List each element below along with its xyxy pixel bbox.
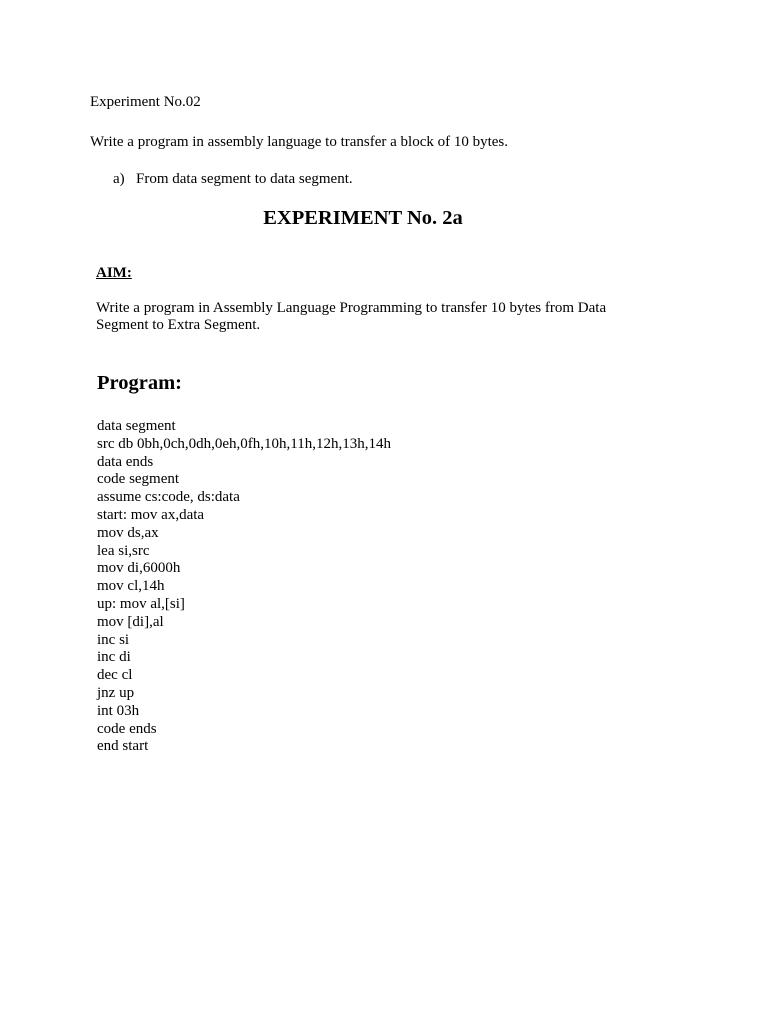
code-line: inc di [97,649,131,666]
sub-item-text: From data segment to data segment. [136,171,353,187]
code-line: inc si [97,631,130,648]
program-heading: Program: [97,372,183,394]
code-line: dec cl [97,667,133,684]
aim-heading: AIM: [96,265,132,281]
experiment-title: EXPERIMENT No. 2a [263,207,463,229]
code-line: src db 0bh,0ch,0dh,0eh,0fh,10h,11h,12h,13h,14h [97,435,391,452]
code-line: jnz up [97,684,135,701]
sub-item [113,171,353,188]
code-line: mov ds,ax [97,524,159,541]
code-line: start: mov ax,data [97,506,205,523]
code-listing [97,418,391,756]
aim-text-line-2: Segment to Extra Segment. [96,317,261,333]
sub-item-marker: a) [113,171,125,187]
code-line: code ends [97,720,157,737]
aim-text [96,300,636,334]
code-line: mov [di],al [97,613,164,630]
code-line: code segment [97,471,180,488]
code-line: end start [97,738,149,755]
task-description: Write a program in assembly language to transfer a block of 10 bytes. [90,134,509,150]
code-line: lea si,src [97,542,150,559]
code-line: mov cl,14h [97,578,165,595]
code-line: data segment [97,418,176,434]
code-line: data ends [97,453,154,470]
aim-text-line-1: Write a program in Assembly Language Programming to transfer 10 bytes from Data [96,300,607,316]
code-line: mov di,6000h [97,560,181,577]
code-line: assume cs:code, ds:data [97,489,240,506]
experiment-label: Experiment No.02 [90,94,201,110]
code-line: int 03h [97,702,140,719]
code-line: up: mov al,[si] [97,595,185,612]
